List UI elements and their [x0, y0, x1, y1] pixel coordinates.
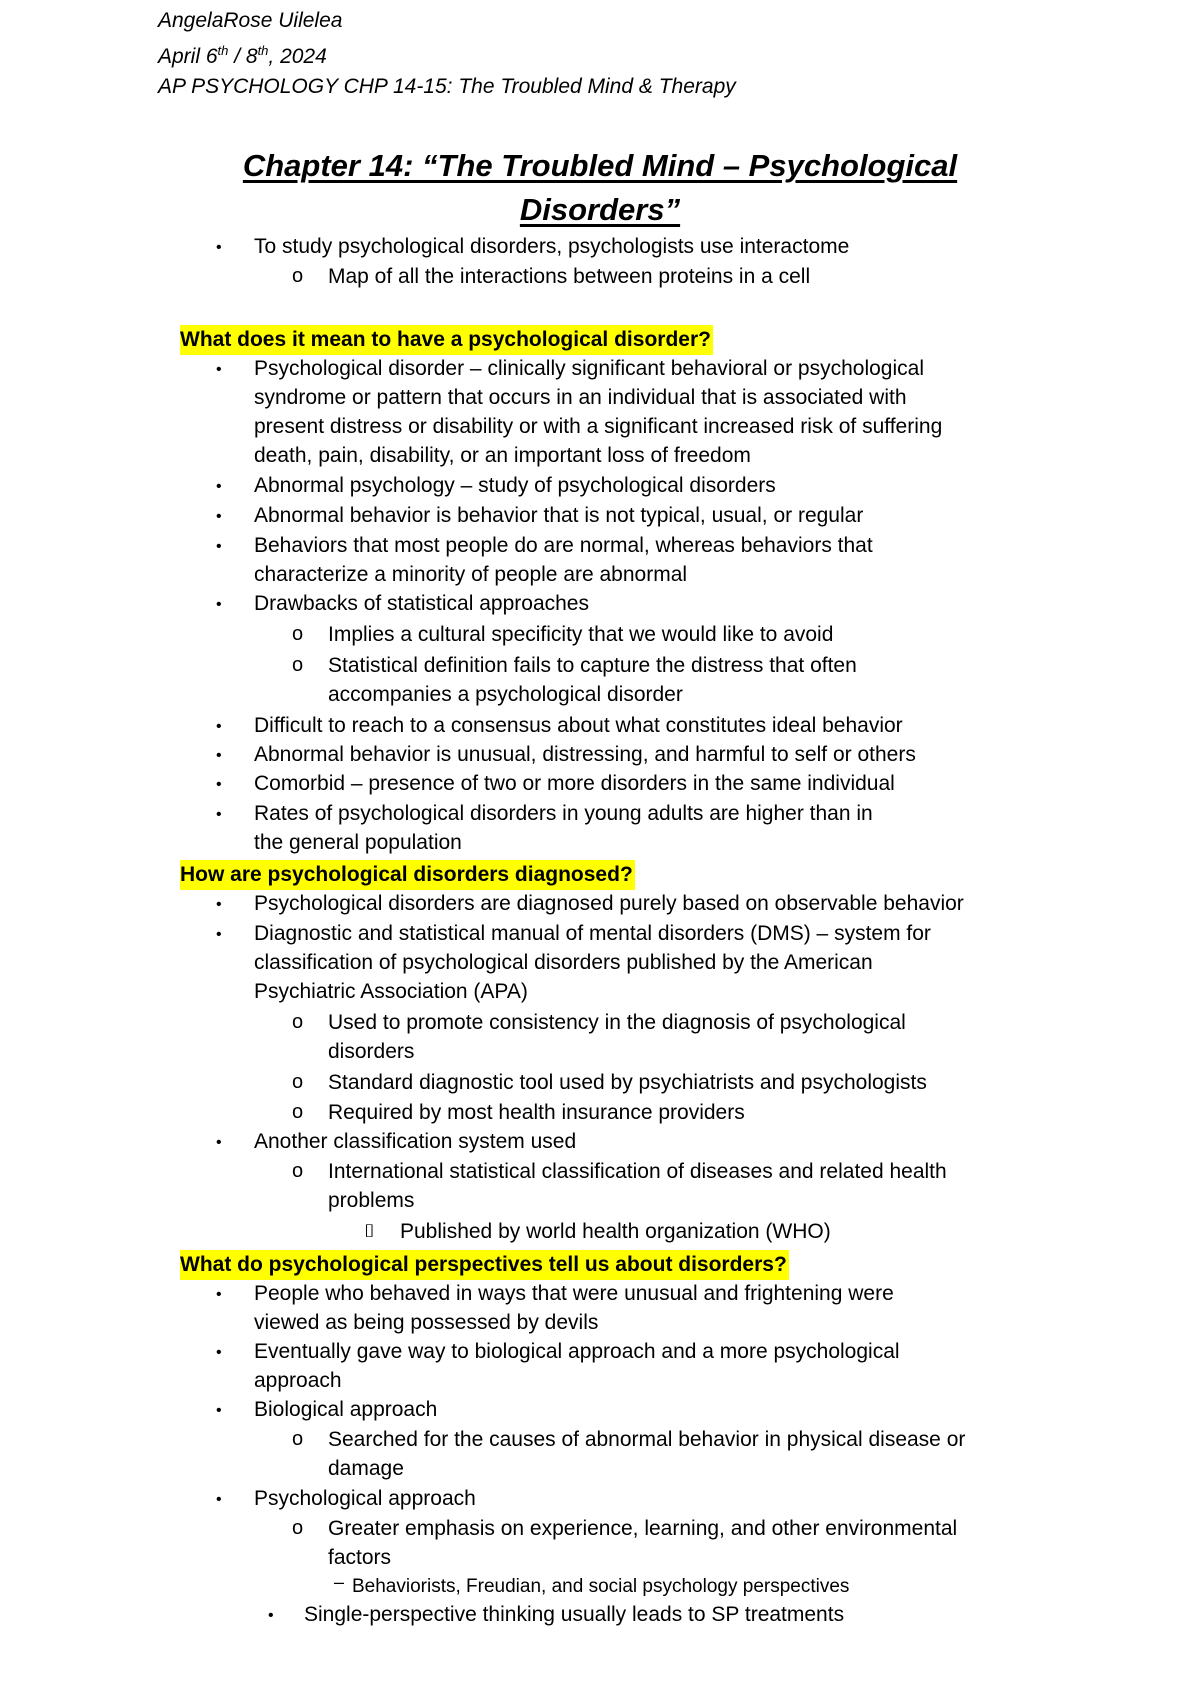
section-heading-1: What does it mean to have a psychological disorder? [180, 325, 713, 355]
bullet-marker: • [216, 1134, 222, 1151]
list-item: Abnormal behavior is behavior that is not typical, usual, or regular [254, 504, 864, 527]
bullet-marker: • [216, 239, 222, 256]
list-item-cont: viewed as being possessed by devils [254, 1311, 599, 1334]
sub-item: Searched for the causes of abnormal behavior in physical disease or [328, 1428, 966, 1451]
bullet-marker: • [216, 1402, 222, 1419]
date-sup-1: th [217, 43, 229, 58]
circle-marker: o [292, 654, 304, 676]
list-item-cont: Psychiatric Association (APA) [254, 980, 528, 1003]
bullet-marker: • [268, 1607, 274, 1624]
bullet-marker: • [216, 806, 222, 823]
intro-subitem: Map of all the interactions between proteins in a cell [328, 265, 811, 288]
sub-item: Statistical definition fails to capture the distress that often [328, 654, 857, 677]
chapter-title [180, 144, 1020, 232]
list-item: Abnormal psychology – study of psychological disorders [254, 474, 776, 497]
sub-sub-item: Published by world health organization (WHO) [400, 1220, 831, 1243]
list-item-cont: characterize a minority of people are abnormal [254, 563, 688, 586]
sub-item-cont: damage [328, 1457, 404, 1480]
list-item-cont: present distress or disability or with a significant increased risk of suffering [254, 415, 943, 438]
section-heading-3: What do psychological perspectives tell us about disorders? [180, 1250, 789, 1280]
circle-marker: o [292, 265, 304, 287]
bullet-marker: • [216, 926, 222, 943]
bullet-marker: • [216, 776, 222, 793]
date-prefix: April 6 [158, 45, 218, 68]
list-item-cont: approach [254, 1369, 342, 1392]
intro-item: To study psychological disorders, psychologists use interactome [254, 235, 850, 258]
list-item: Behaviors that most people do are normal, whereas behaviors that [254, 534, 873, 557]
bullet-marker: • [216, 747, 222, 764]
sub-item: International statistical classification of diseases and related health [328, 1160, 947, 1183]
date-suffix: , 2024 [268, 45, 327, 68]
date-sup-2: th [257, 43, 269, 58]
list-item: Single-perspective thinking usually leads to SP treatments [304, 1603, 845, 1626]
circle-marker: o [292, 1101, 304, 1123]
chapter-title-line-1: Chapter 14: “The Troubled Mind – Psychological [242, 148, 958, 183]
sub-item: Required by most health insurance providers [328, 1101, 745, 1124]
bullet-marker: • [216, 596, 222, 613]
dash-marker: ‒ [334, 1572, 345, 1592]
document-header [158, 6, 736, 102]
box-marker: ⌷ [364, 1221, 375, 1241]
sub-item: Standard diagnostic tool used by psychiatrists and psychologists [328, 1071, 927, 1094]
list-item: Abnormal behavior is unusual, distressing, and harmful to self or others [254, 743, 916, 766]
section-heading-2: How are psychological disorders diagnosed? [180, 860, 635, 890]
list-item-cont: death, pain, disability, or an important loss of freedom [254, 444, 751, 467]
sub-item: Greater emphasis on experience, learning, and other environmental [328, 1517, 958, 1540]
sub-item-cont: problems [328, 1189, 415, 1212]
sub-item: Used to promote consistency in the diagnosis of psychological [328, 1011, 906, 1034]
bullet-marker: • [216, 718, 222, 735]
date-mid: / 8 [228, 45, 258, 68]
sub-item-cont: disorders [328, 1040, 415, 1063]
bullet-marker: • [216, 508, 222, 525]
sub-item-cont: accompanies a psychological disorder [328, 683, 683, 706]
circle-marker: o [292, 1517, 304, 1539]
list-item: Diagnostic and statistical manual of mental disorders (DMS) – system for [254, 922, 931, 945]
list-item: Another classification system used [254, 1130, 577, 1153]
bullet-marker: • [216, 1286, 222, 1303]
bullet-marker: • [216, 1344, 222, 1361]
circle-marker: o [292, 623, 304, 645]
chapter-title-line-2: Disorders” [519, 192, 681, 227]
bullet-marker: • [216, 538, 222, 555]
circle-marker: o [292, 1071, 304, 1093]
list-item: Psychological disorders are diagnosed purely based on observable behavior [254, 892, 964, 915]
list-item-cont: the general population [254, 831, 462, 854]
list-item: Psychological approach [254, 1487, 476, 1510]
bullet-marker: • [216, 896, 222, 913]
list-item: Biological approach [254, 1398, 438, 1421]
list-item-cont: classification of psychological disorders published by the American [254, 951, 873, 974]
circle-marker: o [292, 1011, 304, 1033]
author-name: AngelaRose Uilelea [158, 9, 343, 32]
list-item: Psychological disorder – clinically significant behavioral or psychological [254, 357, 925, 380]
list-item: Eventually gave way to biological approach and a more psychological [254, 1340, 900, 1363]
list-item: People who behaved in ways that were unusual and frightening were [254, 1282, 894, 1305]
list-item: Drawbacks of statistical approaches [254, 592, 589, 615]
list-item-cont: syndrome or pattern that occurs in an individual that is associated with [254, 386, 907, 409]
circle-marker: o [292, 1428, 304, 1450]
sub-item-cont: factors [328, 1546, 392, 1569]
bullet-marker: • [216, 478, 222, 495]
bullet-marker: • [216, 1491, 222, 1508]
circle-marker: o [292, 1160, 304, 1182]
list-item: Rates of psychological disorders in young adults are higher than in [254, 802, 873, 825]
course-title: AP PSYCHOLOGY CHP 14-15: The Troubled Mind & Therapy [158, 75, 736, 98]
bullet-marker: • [216, 361, 222, 378]
sub-item: Implies a cultural specificity that we would like to avoid [328, 623, 834, 646]
sub-sub-item: Behaviorists, Freudian, and social psychology perspectives [352, 1576, 850, 1597]
list-item: Difficult to reach to a consensus about what constitutes ideal behavior [254, 714, 903, 737]
date-line [158, 36, 736, 72]
list-item: Comorbid – presence of two or more disorders in the same individual [254, 772, 895, 795]
